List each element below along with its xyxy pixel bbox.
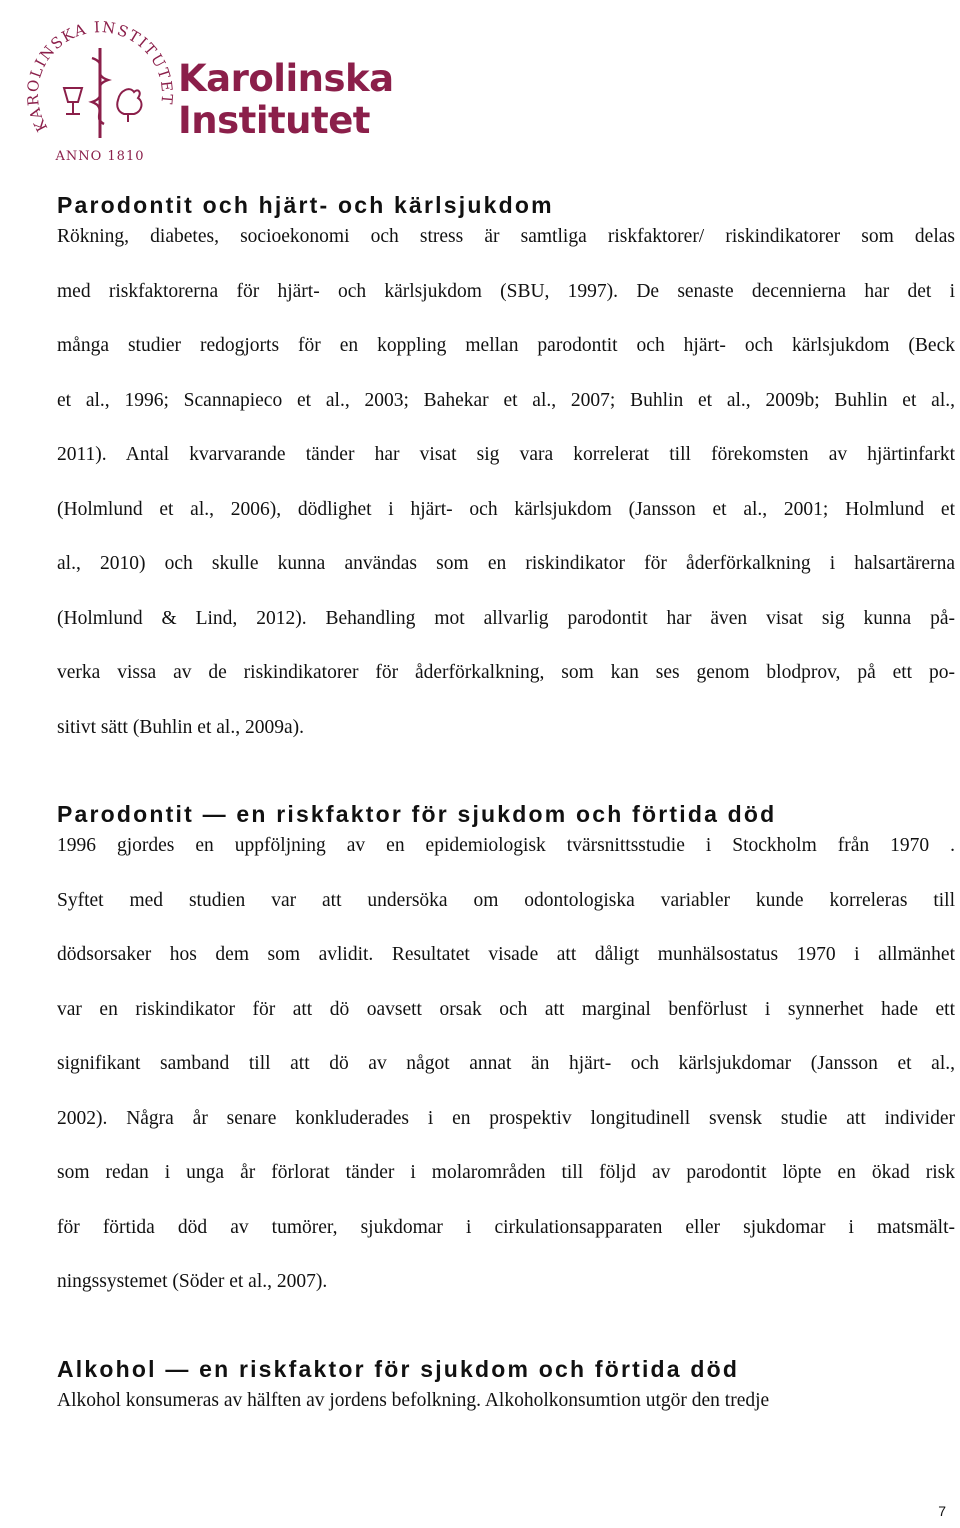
text-line: Rökning, diabetes, socioekonomi och stress är samtliga riskfaktorer/ riskindikatorer som delas [57, 226, 955, 247]
section-heading: Parodontit och hjärt- och kärlsjukdom [57, 192, 554, 218]
text-line: ningssystemet (Söder et al., 2007). [57, 1271, 328, 1292]
text-line: (Holmlund & Lind, 2012). Behandling mot allvarlig parodontit har även visat sig kunna på- [57, 607, 955, 629]
text-line: signifikant samband till att dö av något annat än hjärt- och kärlsjukdomar (Jansson et al., [57, 1053, 955, 1074]
text-line: al., 2010) och skulle kunna användas som en riskindikator för åderförkalkning i halsartärerna [57, 553, 955, 574]
section-alkohol [57, 1352, 955, 1441]
text-line: (Holmlund et al., 2006), dödlighet i hjärt- och kärlsjukdom (Jansson et al., 2001; Holmlund et [57, 498, 955, 520]
text-line: som redan i unga år förlorat tänder i molarområden till följd av parodontit löpte en ökad risk [57, 1162, 955, 1183]
section-parodontit-hjart [57, 188, 955, 767]
text-line: 2002). Några år senare konkluderades i en prospektiv longitudinell svensk studie att individer [57, 1107, 955, 1129]
section-heading: Alkohol — en riskfaktor för sjukdom och förtida död [57, 1355, 740, 1382]
svg-text:KAROLINSKA INSTITUTET: KAROLINSKA INSTITUTET [23, 17, 177, 135]
document-body [57, 188, 955, 1440]
text-line: 1996 gjordes en uppföljning av en epidemiologisk tvärsnittsstudie i Stockholm från 1970 . [57, 835, 955, 856]
text-line: et al., 1996; Scannapieco et al., 2003; Bahekar et al., 2007; Buhlin et al., 2009b; Buhlin et al., [57, 389, 955, 411]
text-line: var en riskindikator för att dö oavsett orsak och att marginal benförlust i synnerhet hade ett [57, 998, 955, 1020]
logo-line-1: Karolinska [178, 57, 394, 100]
logo-line-2: Institutet [178, 99, 370, 142]
text-line: många studier redogjorts för en koppling mellan parodontit och hjärt- och kärlsjukdom (Beck [57, 335, 955, 356]
paragraph [57, 222, 955, 767]
text-line: sitivt sätt (Buhlin et al., 2009a). [57, 716, 304, 738]
text-line: Syftet med studien var att undersöka om odontologiska variabler kunde korreleras till [57, 889, 955, 911]
text-line: dödsorsaker hos dem som avlidit. Resultatet visade att dåligt munhälsostatus 1970 i allmänhet [57, 944, 955, 965]
karolinska-logo [20, 10, 394, 170]
text-line: verka vissa av de riskindikatorer för åderförkalkning, som kan ses genom blodprov, på ett po- [57, 662, 955, 683]
text-line: 2011). Antal kvarvarande tänder har visat sig vara korrelerat till förekomsten av hjärtinfarkt [57, 444, 955, 465]
svg-text:ANNO 1810: ANNO 1810 [55, 149, 145, 164]
paragraph [57, 831, 955, 1322]
text-line: med riskfaktorerna för hjärt- och kärlsjukdom (SBU, 1997). De senaste decennierna har det i [57, 280, 955, 302]
section-heading: Parodontit — en riskfaktor för sjukdom och förtida död [57, 801, 777, 827]
text-line: för förtida död av tumörer, sjukdomar i cirkulationsapparaten eller sjukdomar i matsmält- [57, 1216, 955, 1238]
paragraph [57, 1386, 955, 1441]
page-number: 7 [938, 1503, 946, 1519]
text-line: Alkohol konsumeras av hälften av jordens befolkning. Alkoholkonsumtion utgör den tredje [57, 1389, 770, 1411]
seal-emblem-icon [20, 10, 180, 170]
logo-wordmark [178, 58, 394, 142]
section-parodontit-riskfaktor [57, 797, 955, 1322]
